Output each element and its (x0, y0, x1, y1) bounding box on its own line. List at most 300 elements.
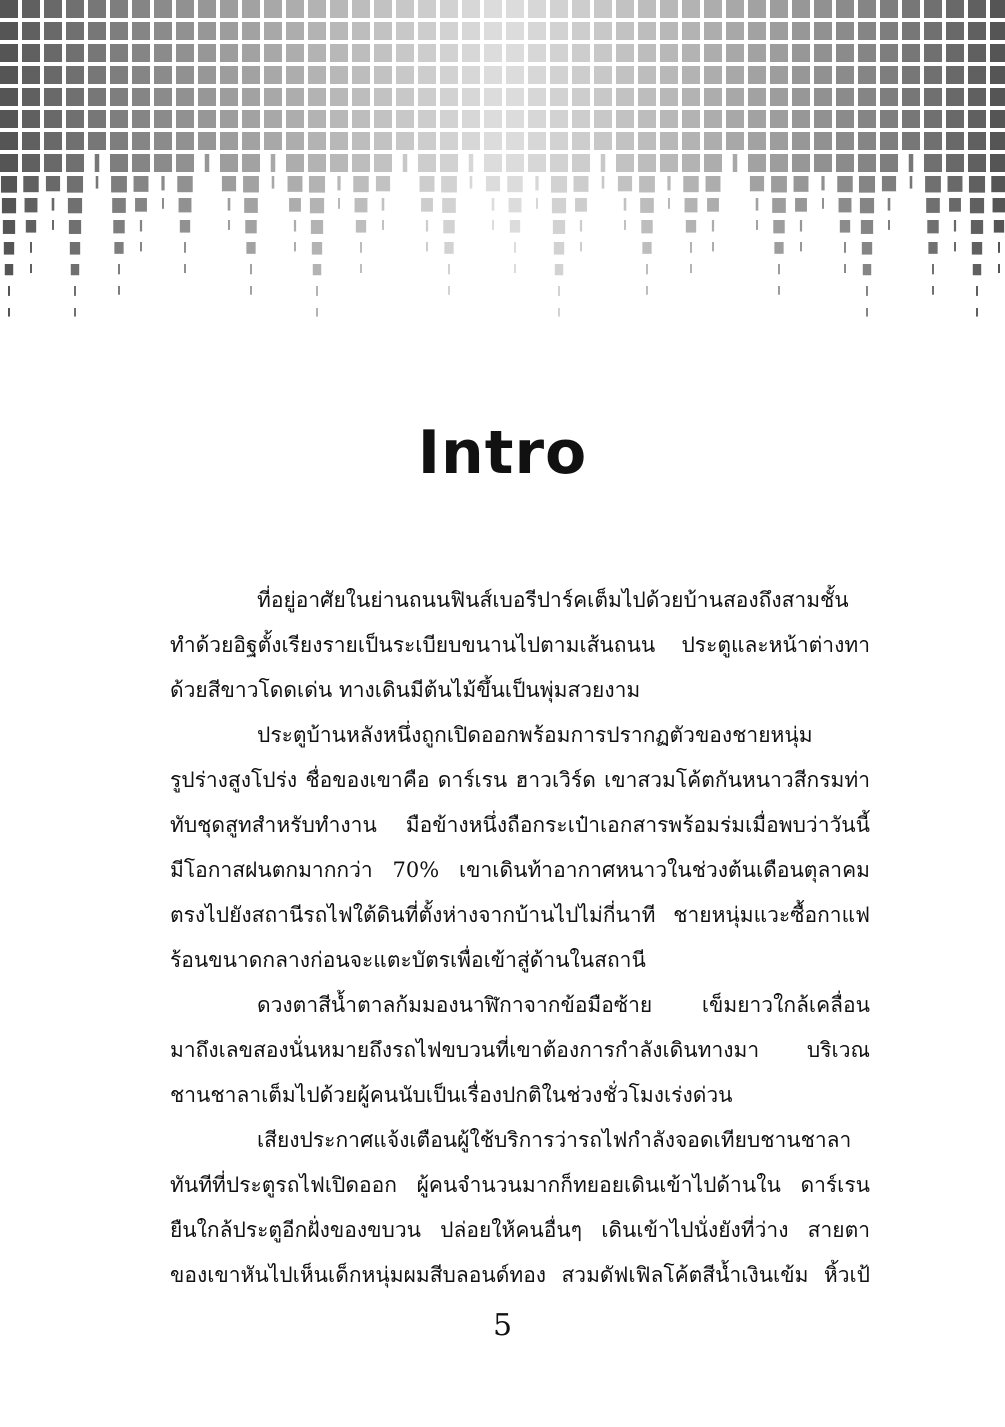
header-pixel (860, 198, 874, 213)
header-pixel (44, 66, 62, 84)
header-pixel (286, 0, 304, 18)
header-pixel (140, 242, 142, 251)
header-pixel (132, 110, 150, 128)
header-pixel (994, 220, 1004, 233)
header-pixel (70, 242, 80, 255)
header-pixel (88, 88, 106, 106)
header-pixel (990, 110, 1005, 128)
header-pixel (360, 242, 362, 253)
header-pixel (638, 154, 656, 172)
header-pixel (220, 66, 238, 84)
header-pixel-pattern (0, 0, 1005, 370)
header-pixel (8, 308, 10, 317)
header-pixel (968, 132, 986, 150)
header-pixel (113, 220, 124, 233)
header-pixel (288, 176, 303, 192)
header-pixel (132, 88, 150, 106)
header-pixel (176, 110, 194, 128)
header-pixel (924, 22, 942, 40)
header-pixel (506, 132, 524, 150)
header-pixel (550, 88, 568, 106)
header-pixel (176, 132, 194, 150)
header-pixel (442, 198, 456, 213)
header-pixel (925, 176, 941, 192)
header-pixel (242, 44, 260, 62)
header-pixel (528, 66, 546, 84)
header-pixel (748, 88, 766, 106)
header-pixel (748, 110, 766, 128)
header-pixel (444, 242, 453, 254)
header-pixel (748, 0, 766, 18)
header-pixel (624, 198, 627, 211)
header-pixel (991, 176, 1005, 192)
header-pixel (660, 132, 678, 150)
header-pixel (352, 22, 370, 40)
header-pixel (352, 110, 370, 128)
header-pixel (844, 264, 846, 273)
header-pixel (26, 220, 36, 233)
header-pixel (638, 88, 656, 106)
header-pixel (862, 242, 872, 255)
header-pixel (154, 22, 172, 40)
header-pixel (990, 132, 1005, 150)
header-pixel (839, 198, 852, 212)
header-pixel (814, 44, 832, 62)
header-pixel (998, 264, 1000, 273)
header-pixel (66, 0, 84, 18)
header-pixel (968, 154, 986, 172)
header-pixel (246, 242, 255, 254)
header-pixel (355, 198, 368, 212)
header-pixel (880, 0, 898, 18)
header-pixel (792, 66, 810, 84)
header-pixel (22, 66, 40, 84)
text-line: ทันทีที่ประตูรถไฟเปิดออก ผู้คนจำนวนมากก็ทยอยเดินเข้าไปด้านใน ดาร์เรน (170, 1173, 870, 1197)
header-pixel (0, 22, 18, 40)
text-line: ของเขาหันไปเห็นเด็กหนุ่มผมสีบลอนด์ทอง สวมดัฟเฟิลโค้ตสีน้ำเงินเข้ม หิ้วเป้ (170, 1263, 870, 1287)
header-pixel (440, 132, 458, 150)
header-pixel (772, 198, 786, 213)
header-pixel (418, 110, 436, 128)
header-pixel (572, 44, 590, 62)
header-pixel (440, 0, 458, 18)
header-pixel (836, 132, 854, 150)
header-pixel (949, 198, 961, 212)
header-pixel (969, 176, 985, 193)
header-pixel (946, 154, 964, 172)
header-pixel (536, 198, 538, 209)
header-pixel (993, 198, 1005, 212)
header-pixel (528, 110, 546, 128)
header-pixel (726, 0, 744, 18)
header-pixel (484, 22, 502, 40)
header-pixel (88, 132, 106, 150)
header-pixel (374, 66, 392, 84)
header-pixel (88, 22, 106, 40)
body-text (170, 578, 870, 1298)
header-pixel (509, 198, 522, 212)
header-pixel (814, 132, 832, 150)
header-pixel (88, 66, 106, 84)
header-pixel (909, 154, 914, 172)
text-line: รูปร่างสูงโปร่ง ชื่อของเขาคือ ดาร์เรน ฮาวเวิร์ด เขาสวมโค้ตกันหนาวสีกรมท่า (170, 768, 870, 792)
header-pixel (968, 44, 986, 62)
header-pixel (264, 132, 282, 150)
header-pixel (448, 264, 450, 274)
header-pixel (176, 154, 194, 172)
header-pixel (352, 66, 370, 84)
header-pixel (704, 154, 722, 172)
header-pixel (946, 22, 964, 40)
header-pixel (792, 88, 810, 106)
header-pixel (330, 22, 348, 40)
header-pixel (792, 44, 810, 62)
header-pixel (660, 0, 678, 18)
header-pixel (22, 22, 40, 40)
header-pixel (140, 220, 142, 232)
header-pixel (528, 44, 546, 62)
header-pixel (294, 220, 296, 232)
header-pixel (660, 44, 678, 62)
header-pixel (946, 44, 964, 62)
header-pixel (770, 44, 788, 62)
header-pixel (396, 110, 414, 128)
header-pixel (690, 242, 692, 253)
header-pixel (726, 66, 744, 84)
header-pixel (114, 242, 123, 254)
header-pixel (902, 44, 920, 62)
header-pixel (770, 66, 788, 84)
header-pixel (660, 66, 678, 84)
header-pixel (660, 88, 678, 106)
header-pixel (726, 88, 744, 106)
header-pixel (572, 132, 590, 150)
header-pixel (132, 22, 150, 40)
header-pixel (3, 220, 15, 234)
header-pixel (374, 110, 392, 128)
header-pixel (184, 264, 186, 273)
header-pixel (555, 264, 563, 275)
header-pixel (550, 66, 568, 84)
header-pixel (250, 264, 252, 274)
header-pixel (308, 22, 326, 40)
header-pixel (376, 176, 390, 191)
header-pixel (924, 110, 942, 128)
header-pixel (858, 88, 876, 106)
header-pixel (74, 308, 76, 317)
header-pixel (859, 176, 875, 193)
header-pixel (68, 198, 82, 213)
header-pixel (309, 176, 325, 193)
header-pixel (646, 286, 648, 295)
header-pixel (971, 220, 983, 234)
header-pixel (88, 0, 106, 18)
header-pixel (228, 198, 231, 211)
header-pixel (858, 0, 876, 18)
header-pixel (264, 0, 282, 18)
header-pixel (308, 132, 326, 150)
paragraph (170, 578, 870, 713)
header-pixel (154, 110, 172, 128)
header-pixel (880, 88, 898, 106)
header-pixel (836, 66, 854, 84)
header-pixel (550, 0, 568, 18)
header-pixel (88, 44, 106, 62)
header-pixel (642, 242, 651, 254)
header-pixel (926, 198, 940, 213)
header-pixel (470, 176, 473, 189)
header-pixel (814, 154, 832, 172)
header-pixel (990, 22, 1005, 40)
header-pixel (682, 154, 700, 172)
header-pixel (861, 220, 873, 234)
header-pixel (726, 132, 744, 150)
header-pixel (44, 132, 62, 150)
header-pixel (337, 176, 340, 190)
header-pixel (184, 242, 186, 253)
header-pixel (932, 264, 934, 274)
paragraph (170, 983, 870, 1118)
header-pixel (880, 110, 898, 128)
header-pixel (774, 242, 783, 254)
header-pixel (316, 308, 318, 317)
header-pixel (686, 220, 696, 233)
header-pixel (902, 110, 920, 128)
header-pixel (418, 66, 436, 84)
header-pixel (396, 22, 414, 40)
header-pixel (594, 132, 612, 150)
header-pixel (814, 0, 832, 18)
header-pixel (638, 0, 656, 18)
paragraph (170, 713, 870, 983)
header-pixel (132, 66, 150, 84)
header-pixel (360, 264, 362, 273)
header-pixel (580, 220, 582, 232)
header-pixel (792, 110, 810, 128)
header-pixel (902, 0, 920, 18)
header-pixel (814, 22, 832, 40)
header-pixel (968, 88, 986, 106)
header-pixel (821, 176, 824, 190)
header-pixel (110, 154, 128, 172)
header-pixel (264, 44, 282, 62)
header-pixel (8, 286, 10, 296)
header-pixel (858, 110, 876, 128)
text-line: ร้อนขนาดกลางก่อนจะแตะบัตรเพื่อเข้าสู่ด้านในสถานี (170, 948, 646, 972)
header-pixel (220, 22, 238, 40)
header-pixel (66, 154, 84, 172)
header-pixel (888, 198, 891, 211)
header-pixel (682, 44, 700, 62)
header-pixel (550, 110, 568, 128)
header-pixel (66, 44, 84, 62)
header-pixel (264, 88, 282, 106)
header-pixel (976, 286, 978, 296)
header-pixel (528, 88, 546, 106)
text-line: ชานชาลาเต็มไปด้วยผู้คนนับเป็นเรื่องปกติในช่วงชั่วโมงเร่งด่วน (170, 1083, 733, 1107)
header-pixel (704, 0, 722, 18)
header-pixel (308, 88, 326, 106)
header-pixel (418, 0, 436, 18)
header-pixel (118, 264, 120, 274)
header-pixel (52, 220, 54, 230)
paragraph (170, 1118, 870, 1298)
header-pixel (704, 132, 722, 150)
header-pixel (506, 0, 524, 18)
header-pixel (352, 154, 370, 172)
header-pixel (308, 154, 326, 172)
header-pixel (286, 44, 304, 62)
header-pixel (374, 44, 392, 62)
header-pixel (134, 176, 149, 192)
header-pixel (286, 132, 304, 150)
header-pixel (748, 22, 766, 40)
header-pixel (440, 66, 458, 84)
header-pixel (132, 0, 150, 18)
header-pixel (308, 0, 326, 18)
header-pixel (316, 286, 318, 296)
header-pixel (242, 154, 260, 172)
header-pixel (96, 176, 99, 189)
header-pixel (22, 0, 40, 18)
header-pixel (2, 198, 16, 213)
header-pixel (440, 154, 458, 172)
header-pixel (506, 88, 524, 106)
header-pixel (932, 286, 934, 295)
header-pixel (946, 88, 964, 106)
header-pixel (572, 154, 590, 172)
header-pixel (866, 286, 868, 296)
header-pixel (924, 66, 942, 84)
header-pixel (704, 44, 722, 62)
header-pixel (682, 132, 700, 150)
header-pixel (572, 22, 590, 40)
header-pixel (250, 286, 252, 295)
header-pixel (928, 242, 937, 254)
header-pixel (356, 220, 366, 233)
header-pixel (602, 176, 605, 189)
header-pixel (968, 66, 986, 84)
header-pixel (220, 154, 238, 172)
header-pixel (0, 0, 18, 18)
header-pixel (440, 110, 458, 128)
header-pixel (924, 154, 942, 172)
header-pixel (294, 242, 296, 251)
header-pixel (750, 176, 764, 191)
header-pixel (198, 22, 216, 40)
header-pixel (176, 44, 194, 62)
header-pixel (46, 176, 60, 191)
header-pixel (601, 154, 606, 172)
header-pixel (4, 242, 14, 255)
header-pixel (132, 44, 150, 62)
header-pixel (44, 44, 62, 62)
header-pixel (176, 88, 194, 106)
header-pixel (338, 198, 340, 209)
header-pixel (858, 154, 876, 172)
header-pixel (52, 198, 55, 211)
header-pixel (770, 132, 788, 150)
header-pixel (396, 66, 414, 84)
header-pixel (685, 198, 698, 212)
header-pixel (638, 22, 656, 40)
header-pixel (990, 66, 1005, 84)
header-pixel (822, 198, 824, 209)
header-pixel (220, 132, 238, 150)
header-pixel (308, 66, 326, 84)
header-pixel (778, 286, 780, 295)
header-pixel (448, 286, 450, 295)
header-pixel (374, 154, 392, 172)
header-pixel (242, 110, 260, 128)
header-pixel (773, 220, 784, 233)
header-pixel (443, 220, 454, 233)
text-line: ดวงตาสีน้ำตาลก้มมองนาฬิกาจากข้อมือซ้าย เข็มยาวใกล้เคลื่อน (257, 993, 870, 1017)
header-pixel (638, 44, 656, 62)
header-pixel (858, 44, 876, 62)
header-pixel (639, 176, 655, 192)
text-line: ประตูบ้านหลังหนึ่งถูกเปิดออกพร้อมการปรากฏตัวของชายหนุ่ม (257, 723, 813, 747)
header-pixel (374, 0, 392, 18)
header-pixel (726, 110, 744, 128)
header-pixel (469, 154, 474, 172)
header-pixel (110, 88, 128, 106)
header-pixel (924, 0, 942, 18)
header-pixel (554, 242, 564, 255)
header-pixel (682, 22, 700, 40)
header-pixel (330, 0, 348, 18)
header-pixel (574, 176, 589, 192)
header-pixel (330, 88, 348, 106)
header-pixel (441, 176, 457, 192)
header-pixel (462, 66, 480, 84)
header-pixel (154, 154, 172, 172)
header-pixel (180, 220, 190, 233)
header-pixel (66, 110, 84, 128)
header-pixel (179, 198, 192, 212)
header-pixel (882, 176, 896, 191)
header-pixel (198, 66, 216, 84)
header-pixel (682, 0, 700, 18)
header-pixel (792, 132, 810, 150)
header-pixel (844, 242, 846, 253)
text-line: ทับชุดสูทสำหรับทำงาน มือข้างหนึ่งถือกระเป๋าเอกสารพร้อมร่มเมื่อพบว่าวันนี้ (170, 813, 870, 837)
header-pixel (245, 220, 256, 233)
header-pixel (616, 110, 634, 128)
header-pixel (594, 0, 612, 18)
header-pixel (484, 66, 502, 84)
header-pixel (110, 0, 128, 18)
header-pixel (23, 176, 38, 192)
header-pixel (67, 176, 83, 193)
header-pixel (946, 0, 964, 18)
header-pixel (22, 88, 40, 106)
header-pixel (66, 132, 84, 150)
header-pixel (863, 264, 871, 275)
header-pixel (836, 0, 854, 18)
header-pixel (726, 22, 744, 40)
header-pixel (22, 44, 40, 62)
header-pixel (462, 0, 480, 18)
header-pixel (778, 264, 780, 274)
header-pixel (748, 44, 766, 62)
header-pixel (858, 132, 876, 150)
header-pixel (706, 176, 721, 192)
header-pixel (289, 198, 301, 212)
header-pixel (514, 264, 516, 273)
header-pixel (594, 44, 612, 62)
header-pixel (110, 22, 128, 40)
